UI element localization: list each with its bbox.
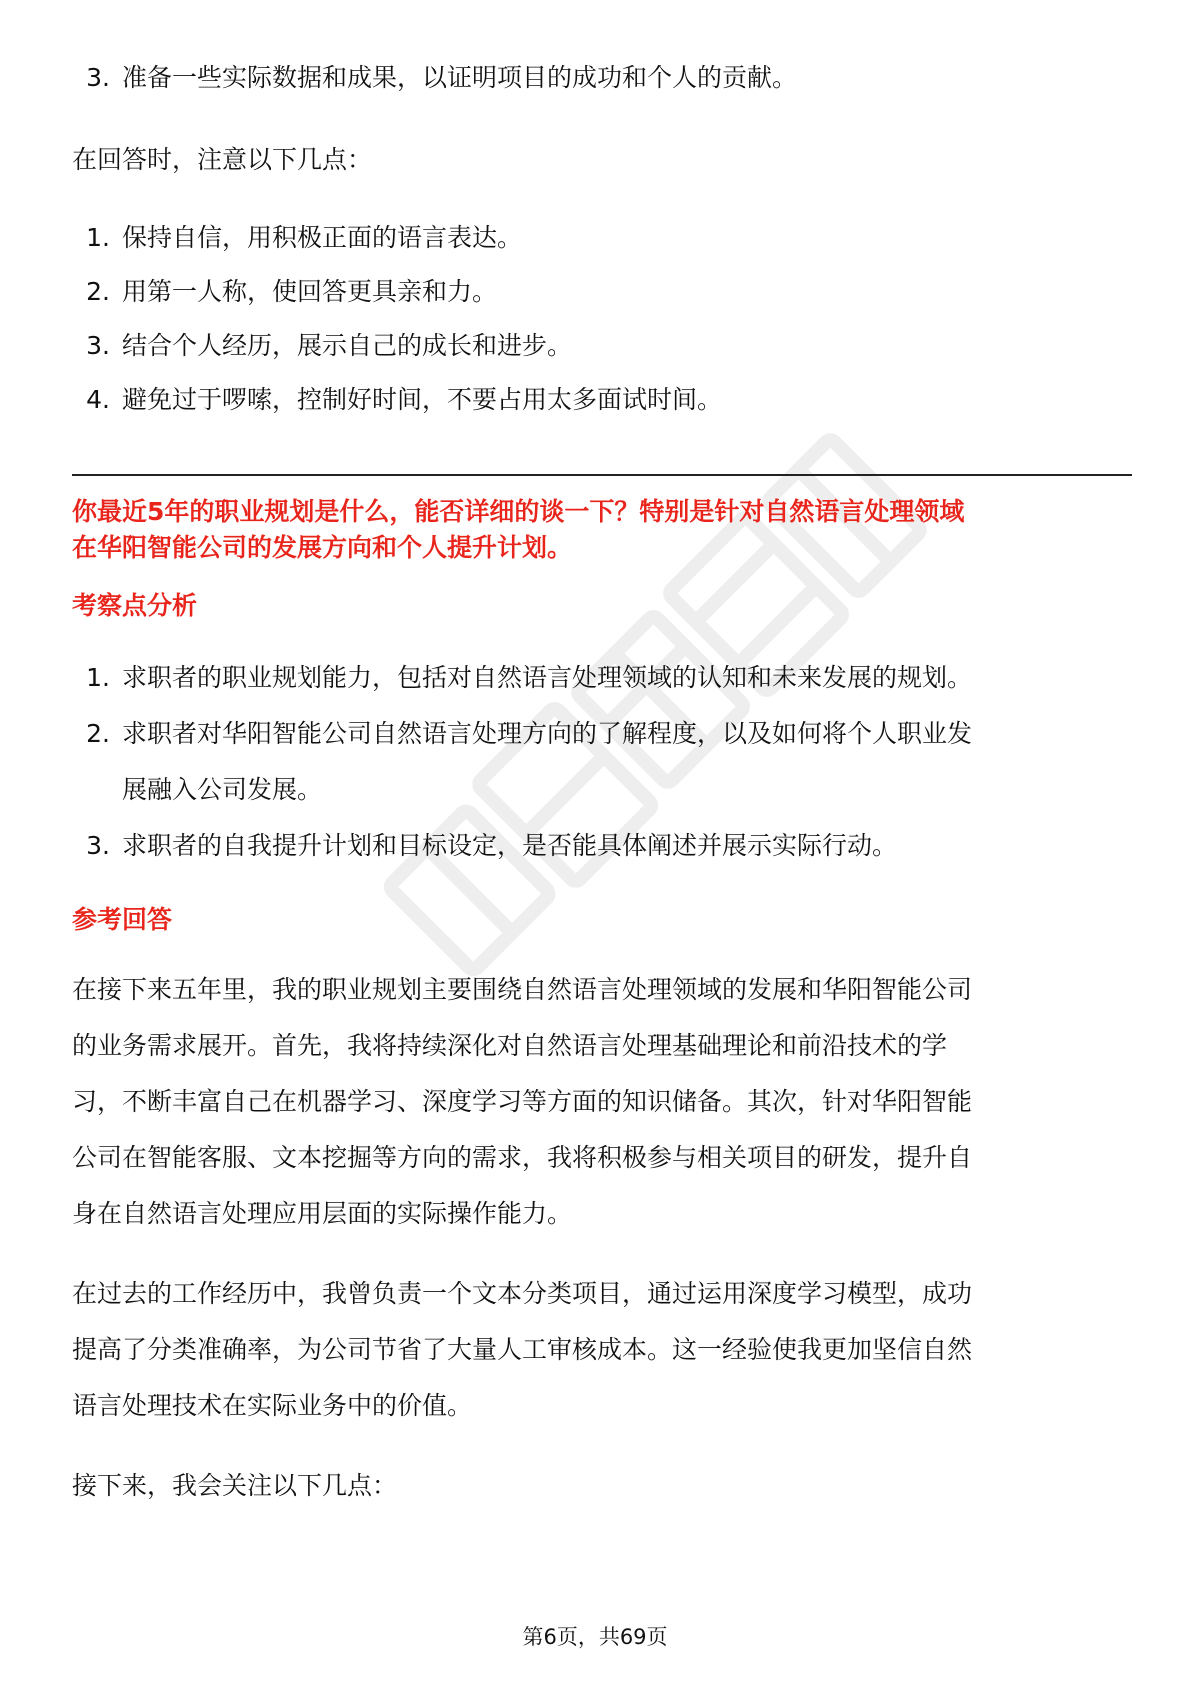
list-text: 避免过于啰嗦，控制好时间，不要占用太多面试时间。 xyxy=(122,385,723,414)
list-number: 1. xyxy=(86,223,110,252)
list-text: 准备一些实际数据和成果，以证明项目的成功和个人的贡献。 xyxy=(122,63,798,92)
page-content xyxy=(72,50,1132,1514)
paragraph-line: 的业务需求展开。首先，我将持续深化对自然语言处理基础理论和前沿技术的学 xyxy=(72,1031,948,1060)
top-list xyxy=(72,50,1132,106)
page-number: 第6页，共69页 xyxy=(522,1625,668,1649)
list-item xyxy=(72,50,1132,106)
list-number: 2. xyxy=(86,277,110,306)
list-text-block xyxy=(122,706,1132,818)
question-heading xyxy=(72,494,1132,566)
list-text: 用第一人称，使回答更具亲和力。 xyxy=(122,277,498,306)
analysis-list xyxy=(72,650,1132,874)
list-item xyxy=(72,372,1132,428)
section-divider xyxy=(72,474,1132,476)
question-line: 在华阳智能公司的发展方向和个人提升计划。 xyxy=(72,533,573,562)
list-number: 3. xyxy=(86,63,110,92)
list-item xyxy=(72,818,1132,874)
list-number: 4. xyxy=(86,385,110,414)
list-number: 3. xyxy=(86,331,110,360)
list-number: 1. xyxy=(86,663,110,692)
list-item xyxy=(72,210,1132,266)
paragraph-line: 提高了分类准确率，为公司节省了大量人工审核成本。这一经验使我更加坚信自然 xyxy=(72,1335,973,1364)
list-item xyxy=(72,318,1132,374)
list-item xyxy=(72,264,1132,320)
list-text-line: 求职者对华阳智能公司自然语言处理方向的了解程度，以及如何将个人职业发 xyxy=(122,719,973,748)
paragraph-line: 身在自然语言处理应用层面的实际操作能力。 xyxy=(72,1199,573,1228)
paragraph-line: 公司在智能客服、文本挖掘等方向的需求，我将积极参与相关项目的研发，提升自 xyxy=(72,1143,973,1172)
list-text-line: 展融入公司发展。 xyxy=(122,775,323,804)
reference-paragraph xyxy=(72,962,1132,1242)
list-text: 结合个人经历，展示自己的成长和进步。 xyxy=(122,331,573,360)
answer-tips-list xyxy=(72,210,1132,428)
answer-tips-intro: 在回答时，注意以下几点： xyxy=(72,145,373,174)
paragraph-line: 习，不断丰富自己在机器学习、深度学习等方面的知识储备。其次，针对华阳智能 xyxy=(72,1087,973,1116)
paragraph-line: 语言处理技术在实际业务中的价值。 xyxy=(72,1391,473,1420)
list-item xyxy=(72,706,1132,818)
analysis-title: 考察点分析 xyxy=(72,591,198,620)
list-number: 3. xyxy=(86,831,110,860)
list-text: 求职者的职业规划能力，包括对自然语言处理领域的认知和未来发展的规划。 xyxy=(122,663,973,692)
reference-title: 参考回答 xyxy=(72,905,173,934)
list-number: 2. xyxy=(86,719,110,748)
list-item xyxy=(72,650,1132,706)
paragraph-line: 在过去的工作经历中，我曾负责一个文本分类项目，通过运用深度学习模型，成功 xyxy=(72,1279,973,1308)
list-text: 保持自信，用积极正面的语言表达。 xyxy=(122,223,523,252)
paragraph-line: 在接下来五年里，我的职业规划主要围绕自然语言处理领域的发展和华阳智能公司 xyxy=(72,975,973,1004)
reference-paragraph xyxy=(72,1266,1132,1434)
question-line: 你最近5年的职业规划是什么，能否详细的谈一下？特别是针对自然语言处理领域 xyxy=(72,497,965,526)
reference-paragraph: 接下来，我会关注以下几点： xyxy=(72,1471,398,1500)
list-text: 求职者的自我提升计划和目标设定，是否能具体阐述并展示实际行动。 xyxy=(122,831,898,860)
